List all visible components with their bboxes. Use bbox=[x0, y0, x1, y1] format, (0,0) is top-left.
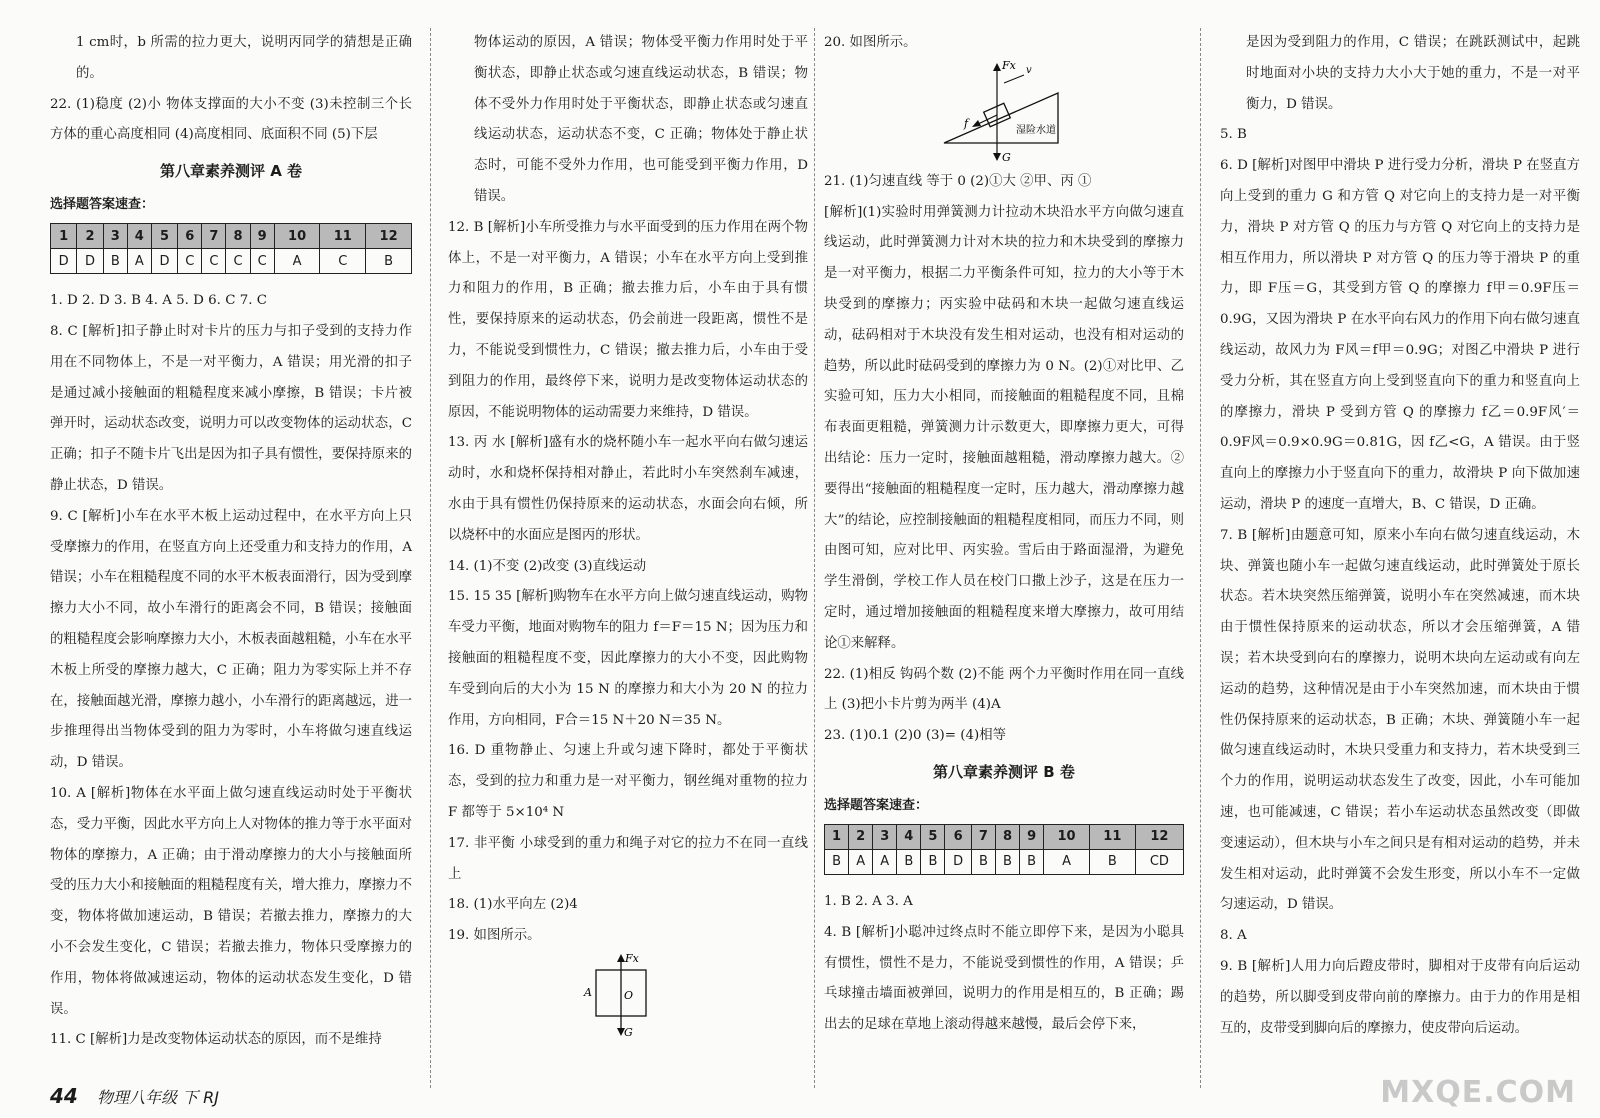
paragraph: 物体运动的原因，A 错误；物体受平衡力作用时处于平衡状态，即静止状态或匀速直线运动状态，B 错误；物体不受外力作用时处于平衡状态，即静止状态或匀速直线运动状态，运动状态不变，C 正确；物体处于静止状态时，可能不受外力作用，也可能受到平衡力作用，D 错误。 bbox=[474, 35, 808, 204]
column-divider bbox=[814, 28, 815, 1088]
cell: A bbox=[849, 849, 873, 874]
column-divider bbox=[430, 28, 431, 1088]
answer-7: 7. B [解析]由题意可知，原来小车向右做匀速直线运动，木块、弹簧也随小车一起做匀速直线运动，此时弹簧处于原长状态。若木块突然压缩弹簧，说明小车在突然减速，而木块由于惯性保持原来的运动状态，所以才会压缩弹簧，A 错误；若木块受到向右的摩擦力，说明木块向左运动或有向左运动的趋势，这种情况是由于小车突然加速，而木块由于惯性仍保持原来的运动状态，B 正确；木块、弹簧随小车一起做匀速直线运动时，木块只受重力和支持力，若木块受到三个力的作用，说明运动状态发生了改变，因此，小车可能加速，也可能减速，C 错误；若小车运动状态虽然改变（即做变速运动），但木块与小车之间只是有相对运动的趋势，并未发生相对运动，此时弹簧不会发生形变，所以小车不一定做匀速运动，D 错误。 bbox=[1220, 527, 1580, 913]
cell: 3 bbox=[103, 224, 127, 249]
answer-9: 9. C [解析]小车在水平木板上运动过程中，在水平方向上只受摩擦力的作用，在竖直方向上还受重力和支持力的作用，A 错误；小车在粗糙程度不同的水平木板表面滑行，因为受到摩擦力大小不同，故小车滑行的距离会不同，B 错误；接触面的粗糙程度会影响摩擦力大小，木板表面越粗糙，小车在水平木板上所受的摩擦力越大，C 正确；阻力为零实际上并不存在，接触面越光滑，摩擦力越小，小车滑行的距离越远，进一步推理得出当物体受到的阻力为零时，小车将做匀速直线运动，D 错误。 bbox=[50, 508, 412, 771]
cell: C bbox=[250, 249, 274, 274]
answer-14: 14. (1)不变 (2)改变 (3)直线运动 bbox=[448, 558, 647, 574]
answer-16: 16. D 重物静止、匀速上升或匀速下降时，都处于平衡状态，受到的拉力和重力是一对平衡力，钢丝绳对重物的拉力 F 都等于 5×10⁴ N bbox=[448, 743, 808, 820]
cell: 4 bbox=[127, 224, 151, 249]
column-2 bbox=[448, 28, 808, 1042]
v-label: v bbox=[1026, 64, 1032, 76]
answer-table-row bbox=[825, 849, 1184, 874]
cell: CD bbox=[1135, 849, 1183, 874]
answer-10: 10. A [解析]物体在水平面上做匀速直线运动时处于平衡状态，受力平衡，因此水平方向上人对物体的推力等于水平面对物体的摩擦力，A 正确；由于滑动摩擦力的大小与接触面所受的压力大小和接触面的粗糙程度有关，增大推力，摩擦力不变，物体将做加速运动，B 错误；若撤去推力，摩擦力的大小不会发生变化，C 错误；若撤去推力，物体只受摩擦力的作用，物体将做减速运动，物体的运动状态发生变化，D 错误。 bbox=[50, 785, 412, 1017]
cell: B bbox=[1089, 849, 1135, 874]
cell: 12 bbox=[1135, 824, 1183, 849]
section-title-b: 第八章素养测评 B 卷 bbox=[933, 762, 1075, 781]
g-label: G bbox=[1002, 150, 1011, 163]
column-1 bbox=[50, 28, 412, 1056]
answer-4: 4. B [解析]小聪冲过终点时不能立即停下来，是因为小聪具有惯性，惯性不是力，不能说受到惯性的作用，A 错误；乒乓球撞击墙面被弹回，说明力的作用是相互的，B 正确；踢出去的足球在草地上滚动得越来越慢，最后会停下来， bbox=[824, 924, 1184, 1033]
paragraph: 1 cm时，b 所需的拉力更大，说明丙同学的猜想是正确的。 bbox=[76, 35, 412, 81]
answer-15: 15. 15 35 [解析]购物车在水平方向上做匀速直线运动，购物车受力平衡，地面对购物车的阻力 f＝F＝15 N；因为压力和接触面的粗糙程度不变，因此摩擦力的大小不变，因此购物车受到向后的大小为 15 N 的摩擦力和大小为 20 N 的拉力作用，方向相同，F合＝15 N＋20 N＝35 N。 bbox=[448, 589, 808, 728]
answer-22: 22. (1)相反 钩码个数 (2)不能 两个力平衡时作用在同一直线上 (3)把小卡片剪为两半 (4)A bbox=[824, 666, 1184, 713]
column-3 bbox=[824, 28, 1184, 1041]
page-footer bbox=[50, 1084, 219, 1108]
cell: C bbox=[320, 249, 366, 274]
answer-22: 22. (1)稳度 (2)小 物体支撑面的大小不变 (3)未控制三个长方体的重心高度相同 (4)高度相同、底面积不同 (5)下层 bbox=[50, 96, 412, 143]
cell: B bbox=[825, 849, 849, 874]
cell: B bbox=[921, 849, 945, 874]
a-label: A bbox=[584, 985, 592, 999]
quick-answer-label: 选择题答案速查： bbox=[50, 197, 155, 213]
cell: C bbox=[226, 249, 250, 274]
answer-table-a bbox=[50, 223, 412, 274]
cell: 1 bbox=[825, 824, 849, 849]
cell: A bbox=[127, 249, 151, 274]
cell: A bbox=[873, 849, 897, 874]
cell: A bbox=[274, 249, 320, 274]
cell: 9 bbox=[250, 224, 274, 249]
answer-17: 17. 非平衡 小球受到的重力和绳子对它的拉力不在同一直线上 bbox=[448, 835, 808, 882]
answer-8: 8. C [解析]扣子静止时对卡片的压力与扣子受到的支持力作用在不同物体上，不是一对平衡力，A 错误；用光滑的扣子是通过减小接触面的粗糙程度来减小摩擦，B 错误；卡片被弹开时，运动状态改变，说明力可以改变物体的运动状态，C 正确；扣子不随卡片飞出是因为扣子具有惯性，要保持原来的静止状态，D 错误。 bbox=[50, 323, 412, 493]
cell: B bbox=[971, 849, 995, 874]
answer-13: 13. 丙 水 [解析]盛有水的烧杯随小车一起水平向右做匀速运动时，水和烧杯保持相对静止，若此时小车突然刹车减速，水由于具有惯性仍保持原来的运动状态，水面会向右倾，所以烧杯中的水面应是图丙的形状。 bbox=[448, 435, 808, 543]
subject-label: 物理八年级 下 RJ bbox=[96, 1088, 219, 1107]
answer-19: 19. 如图所示。 bbox=[448, 928, 541, 944]
cell: 8 bbox=[995, 824, 1019, 849]
cell: C bbox=[178, 249, 202, 274]
answer-21-analysis: [解析](1)实验时用弹簧测力计拉动木块沿水平方向做匀速直线运动，此时弹簧测力计对木块的拉力和木块受到的摩擦力是一对平衡力，根据二力平衡条件可知，拉力的大小等于木块受到的摩擦力；丙实验中砝码和木块一起做匀速直线运动，砝码相对于木块没有发生相对运动，也没有相对运动的趋势，所以此时砝码受到的摩擦力为 0 N。(2)①对比甲、乙实验可知，压力大小相同，而接触面的粗糙程度不同，且棉布表面更粗糙，弹簧测力计示数更大，即摩擦力更大，可得出结论：压力一定时，接触面越粗糙，滑动摩擦力越大。②要得出“接触面的粗糙程度一定时，压力越大，滑动摩擦力越大”的结论，应控制接触面的粗糙程度相同，而压力不同，则由图可知，应对比甲、丙实验。雪后由于路面湿滑，为避免学生滑倒，学校工作人员在校门口撒上沙子，这是在压力一定时，通过增加接触面的粗糙程度来增大摩擦力，故可用结论①来解释。 bbox=[824, 204, 1184, 651]
figure-20 bbox=[824, 59, 1184, 163]
answer-table-b bbox=[824, 824, 1184, 875]
cell: B bbox=[103, 249, 127, 274]
cell: 11 bbox=[1089, 824, 1135, 849]
cell: 9 bbox=[1020, 824, 1044, 849]
cell: D bbox=[77, 249, 103, 274]
column-divider bbox=[1200, 28, 1201, 1088]
cell: 5 bbox=[921, 824, 945, 849]
cell: 4 bbox=[897, 824, 921, 849]
answer-5: 5. B bbox=[1220, 127, 1247, 143]
cell: 10 bbox=[1044, 824, 1090, 849]
answer-20: 20. 如图所示。 bbox=[824, 35, 917, 50]
cell: 6 bbox=[178, 224, 202, 249]
paragraph: 是因为受到阻力的作用，C 错误；在跳跃测试中，起跳时地面对小块的支持力大小大于她的重力，不是一对平衡力，D 错误。 bbox=[1246, 35, 1580, 112]
o-label: O bbox=[624, 988, 634, 1002]
answer-12: 12. B [解析]小车所受推力与水平面受到的压力作用在两个物体上，不是一对平衡力，A 错误；小车在水平方向上受到推力和阻力的作用，B 正确；撤去推力后，小车由于具有惯性，要保持原来的运动状态，仍会前进一段距离，惯性不是力，不能说受到惯性力，C 错误；撤去推力后，小车由于受到阻力的作用，最终停下来，说明力是改变物体运动状态的原因，不能说明物体的运动需要力来维持，D 错误。 bbox=[448, 219, 808, 420]
cell: 3 bbox=[873, 824, 897, 849]
cell: 10 bbox=[274, 224, 320, 249]
answer-table-header bbox=[51, 224, 412, 249]
answer-23: 23. (1)0.1 (2)0 (3)= (4)相等 bbox=[824, 728, 1007, 744]
answer-6: 6. D [解析]对图甲中滑块 P 进行受力分析，滑块 P 在竖直方向上受到的重力 G 和方管 Q 对它向上的支持力是一对平衡力，滑块 P 对方管 Q 的压力与方管 Q 对它向上的支持力是相互作用力，所以滑块 P 对方管 Q 的压力等于滑块 P 的重力，即 F压＝G，其受到方管 Q 的摩擦力 f甲＝0.9F压＝0.9G，又因为滑块 P 在水平向右风力的作用下向右做匀速直线运动，故风力为 F风＝f甲＝0.9G；对图乙中滑块 P 进行受力分析，其在竖直方向上受到竖直向下的重力和竖直向上的摩擦力，滑块 P 受到方管 Q 的摩擦力 f乙＝0.9F风′＝0.9F风＝0.9×0.9G＝0.81G，因 f乙<G，A 错误。由于竖直向上的摩擦力小于竖直向下的重力，故滑块 P 向下做加速运动，滑块 P 的速度一直增大，B、C 错误，D 正确。 bbox=[1220, 158, 1580, 512]
fx-label: Fx bbox=[625, 951, 639, 965]
fx-label: Fx bbox=[1002, 58, 1016, 72]
cell: 11 bbox=[320, 224, 366, 249]
cell: 12 bbox=[366, 224, 412, 249]
cell: 8 bbox=[226, 224, 250, 249]
road-label: 湿险水道 bbox=[1016, 124, 1056, 136]
answer-9: 9. B [解析]人用力向后蹬皮带时，脚相对于皮带有向后运动的趋势，所以脚受到皮带向前的摩擦力。由于力的作用是相互的，皮带受到脚向后的摩擦力，使皮带向后运动。 bbox=[1220, 958, 1580, 1036]
cell: D bbox=[151, 249, 177, 274]
cell: A bbox=[1044, 849, 1090, 874]
cell: 2 bbox=[849, 824, 873, 849]
g-label: G bbox=[624, 1025, 633, 1038]
cell: B bbox=[366, 249, 412, 274]
cell: 5 bbox=[151, 224, 177, 249]
cell: B bbox=[897, 849, 921, 874]
answers-1-3: 1. B 2. A 3. A bbox=[824, 893, 913, 909]
page-number: 44 bbox=[50, 1084, 78, 1108]
answer-table-header bbox=[825, 824, 1184, 849]
cell: B bbox=[1020, 849, 1044, 874]
cell: D bbox=[51, 249, 77, 274]
answer-18: 18. (1)水平向左 (2)4 bbox=[448, 897, 578, 913]
cell: 7 bbox=[971, 824, 995, 849]
answer-11: 11. C [解析]力是改变物体运动状态的原因，而不是维持 bbox=[50, 1032, 382, 1048]
watermark: MXQE.COM bbox=[1380, 1075, 1576, 1110]
answer-21: 21. (1)匀速直线 等于 0 (2)①大 ②甲、丙 ① bbox=[824, 173, 1092, 189]
cell: 7 bbox=[202, 224, 226, 249]
cell: 1 bbox=[51, 224, 77, 249]
cell: 6 bbox=[945, 824, 971, 849]
section-title-a: 第八章素养测评 A 卷 bbox=[159, 162, 303, 181]
cell: C bbox=[202, 249, 226, 274]
figure-19 bbox=[448, 952, 808, 1038]
f-label: f bbox=[964, 116, 969, 130]
answers-1-7: 1. D 2. D 3. B 4. A 5. D 6. C 7. C bbox=[50, 293, 267, 309]
cell: D bbox=[945, 849, 971, 874]
quick-answer-label: 选择题答案速查： bbox=[824, 797, 929, 813]
cell: 2 bbox=[77, 224, 103, 249]
answer-table-row bbox=[51, 249, 412, 274]
column-4 bbox=[1220, 28, 1580, 1044]
answer-8: 8. A bbox=[1220, 928, 1247, 944]
cell: B bbox=[995, 849, 1019, 874]
